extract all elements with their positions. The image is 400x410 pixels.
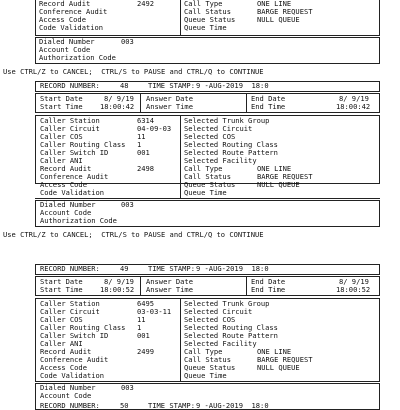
value-caller-circuit: 04-09-03 bbox=[137, 124, 172, 133]
prompt-line: Use CTRL/Z to CANCEL; CTRL/S to PAUSE and CTRL/Q to CONTINUE bbox=[3, 230, 264, 239]
label-selected-circuit: Selected Circuit bbox=[184, 307, 253, 316]
section-divider bbox=[35, 198, 380, 199]
label-dialed-number: Dialed Number bbox=[40, 383, 96, 392]
label-selected-routing-class: Selected Routing Class bbox=[184, 140, 278, 149]
label-caller-ani: Caller ANI bbox=[40, 156, 83, 165]
label-queue-status: Queue Status bbox=[184, 363, 236, 372]
label-selected-circuit: Selected Circuit bbox=[184, 124, 253, 133]
value-end-date: 8/ 9/19 bbox=[339, 277, 369, 286]
label-call-type: Call Type bbox=[184, 0, 223, 8]
record-49-dates-box bbox=[35, 276, 380, 296]
value-caller-switch-id: 001 bbox=[137, 331, 150, 340]
value-call-status: BARGE REQUEST bbox=[257, 7, 313, 16]
value-caller-station: 6314 bbox=[137, 116, 155, 125]
label-conference-audit: Conference Audit bbox=[39, 7, 108, 16]
value-call-status: BARGE REQUEST bbox=[257, 172, 313, 181]
label-code-validation: Code Validation bbox=[39, 23, 104, 32]
label-queue-time: Queue Time bbox=[184, 371, 227, 380]
label-caller-circuit: Caller Circuit bbox=[40, 307, 100, 316]
value-caller-circuit: 03-03-11 bbox=[137, 307, 172, 316]
label-selected-cos: Selected COS bbox=[184, 315, 236, 324]
label-call-status: Call Status bbox=[184, 172, 231, 181]
label-answer-time: Answer Time bbox=[146, 285, 193, 294]
value-queue-status: NULL QUEUE bbox=[257, 15, 300, 24]
column-divider bbox=[140, 276, 141, 296]
label-start-date: Start Date bbox=[40, 277, 83, 286]
label-code-validation: Code Validation bbox=[40, 188, 105, 197]
label-selected-route-pattern: Selected Route Pattern bbox=[184, 148, 278, 157]
label-call-status: Call Status bbox=[184, 355, 231, 364]
value-call-type: ONE LINE bbox=[257, 347, 292, 356]
label-authorization-code: Authorization Code bbox=[40, 216, 117, 225]
value-record-number: 50 bbox=[120, 401, 129, 410]
label-start-time: Start Time bbox=[40, 102, 83, 111]
label-time-stamp: TIME STAMP: bbox=[148, 81, 195, 90]
label-end-time: End Time bbox=[251, 285, 286, 294]
label-time-stamp: TIME STAMP: bbox=[148, 401, 195, 410]
value-queue-status: NULL QUEUE bbox=[257, 180, 300, 189]
label-caller-cos: Caller COS bbox=[40, 315, 83, 324]
label-selected-routing-class: Selected Routing Class bbox=[184, 323, 278, 332]
value-start-date: 8/ 9/19 bbox=[104, 94, 134, 103]
label-dialed-number: Dialed Number bbox=[39, 37, 95, 46]
label-end-time: End Time bbox=[251, 102, 286, 111]
value-caller-cos: 11 bbox=[137, 315, 146, 324]
label-start-date: Start Date bbox=[40, 94, 83, 103]
label-conference-audit: Conference Audit bbox=[40, 172, 109, 181]
label-access-code: Access Code bbox=[40, 363, 87, 372]
label-record-audit: Record Audit bbox=[40, 164, 92, 173]
label-code-validation: Code Validation bbox=[40, 371, 105, 380]
value-time-stamp: 9 -AUG-2019 18:0 bbox=[196, 401, 269, 410]
label-caller-switch-id: Caller Switch ID bbox=[40, 331, 109, 340]
label-record-audit: Record Audit bbox=[39, 0, 91, 8]
value-record-number: 48 bbox=[120, 81, 129, 90]
value-queue-status: NULL QUEUE bbox=[257, 363, 300, 372]
value-end-time: 18:00:42 bbox=[336, 102, 371, 111]
label-authorization-code: Authorization Code bbox=[39, 53, 116, 62]
label-call-type: Call Type bbox=[184, 164, 223, 173]
label-caller-circuit: Caller Circuit bbox=[40, 124, 100, 133]
value-time-stamp: 9 -AUG-2019 18:0 bbox=[196, 264, 269, 273]
label-selected-route-pattern: Selected Route Pattern bbox=[184, 331, 278, 340]
label-selected-cos: Selected COS bbox=[184, 132, 236, 141]
label-caller-cos: Caller COS bbox=[40, 132, 83, 141]
label-account-code: Account Code bbox=[40, 208, 92, 217]
label-answer-date: Answer Date bbox=[146, 94, 193, 103]
value-dialed-number: 003 bbox=[121, 200, 134, 209]
value-record-audit: 2499 bbox=[137, 347, 155, 356]
label-caller-station: Caller Station bbox=[40, 116, 100, 125]
label-access-code: Access Code bbox=[39, 15, 86, 24]
value-start-time: 18:00:52 bbox=[100, 285, 135, 294]
record-48-dates-box bbox=[35, 93, 380, 113]
label-caller-ani: Caller ANI bbox=[40, 339, 83, 348]
column-divider bbox=[140, 93, 141, 113]
prompt-line: Use CTRL/Z to CANCEL; CTRL/S to PAUSE and CTRL/Q to CONTINUE bbox=[3, 67, 264, 76]
label-record-number: RECORD NUMBER: bbox=[40, 401, 100, 410]
column-divider bbox=[180, 298, 181, 382]
label-conference-audit: Conference Audit bbox=[40, 355, 109, 364]
label-record-number: RECORD NUMBER: bbox=[40, 264, 100, 273]
label-caller-switch-id: Caller Switch ID bbox=[40, 148, 109, 157]
label-queue-status: Queue Status bbox=[184, 15, 236, 24]
label-account-code: Account Code bbox=[39, 45, 91, 54]
label-queue-time: Queue Time bbox=[184, 23, 227, 32]
label-answer-date: Answer Date bbox=[146, 277, 193, 286]
value-caller-routing-class: 1 bbox=[137, 323, 142, 332]
value-call-status: BARGE REQUEST bbox=[257, 355, 313, 364]
value-end-time: 18:00:52 bbox=[336, 285, 371, 294]
label-start-time: Start Time bbox=[40, 285, 83, 294]
value-caller-station: 6495 bbox=[137, 299, 155, 308]
label-selected-trunk-group: Selected Trunk Group bbox=[184, 116, 270, 125]
column-divider bbox=[246, 93, 247, 113]
label-time-stamp: TIME STAMP: bbox=[148, 264, 195, 273]
value-start-date: 8/ 9/19 bbox=[104, 277, 134, 286]
value-record-number: 49 bbox=[120, 264, 129, 273]
label-access-code: Access Code bbox=[40, 180, 87, 189]
value-record-audit: 2498 bbox=[137, 164, 155, 173]
value-end-date: 8/ 9/19 bbox=[339, 94, 369, 103]
label-account-code: Account Code bbox=[40, 391, 92, 400]
label-end-date: End Date bbox=[251, 94, 286, 103]
value-dialed-number: 003 bbox=[121, 37, 134, 46]
label-record-number: RECORD NUMBER: bbox=[40, 81, 100, 90]
label-end-date: End Date bbox=[251, 277, 286, 286]
label-selected-facility: Selected Facility bbox=[184, 339, 257, 348]
label-record-audit: Record Audit bbox=[40, 347, 92, 356]
value-dialed-number: 003 bbox=[121, 383, 134, 392]
value-call-type: ONE LINE bbox=[257, 0, 292, 8]
value-call-type: ONE LINE bbox=[257, 164, 292, 173]
column-divider bbox=[246, 276, 247, 296]
label-caller-routing-class: Caller Routing Class bbox=[40, 140, 126, 149]
label-caller-station: Caller Station bbox=[40, 299, 100, 308]
label-call-type: Call Type bbox=[184, 347, 223, 356]
label-queue-time: Queue Time bbox=[184, 188, 227, 197]
label-caller-routing-class: Caller Routing Class bbox=[40, 323, 126, 332]
value-caller-cos: 11 bbox=[137, 132, 146, 141]
label-selected-trunk-group: Selected Trunk Group bbox=[184, 299, 270, 308]
label-selected-facility: Selected Facility bbox=[184, 156, 257, 165]
label-answer-time: Answer Time bbox=[146, 102, 193, 111]
value-record-audit: 2492 bbox=[137, 0, 155, 8]
value-caller-routing-class: 1 bbox=[137, 140, 142, 149]
label-dialed-number: Dialed Number bbox=[40, 200, 96, 209]
column-divider bbox=[180, 184, 181, 198]
value-time-stamp: 9 -AUG-2019 18:0 bbox=[196, 81, 269, 90]
label-call-status: Call Status bbox=[184, 7, 231, 16]
value-caller-switch-id: 001 bbox=[137, 148, 150, 157]
value-start-time: 18:00:42 bbox=[100, 102, 135, 111]
column-divider bbox=[180, 115, 181, 184]
label-queue-status: Queue Status bbox=[184, 180, 236, 189]
column-divider bbox=[180, 0, 181, 36]
